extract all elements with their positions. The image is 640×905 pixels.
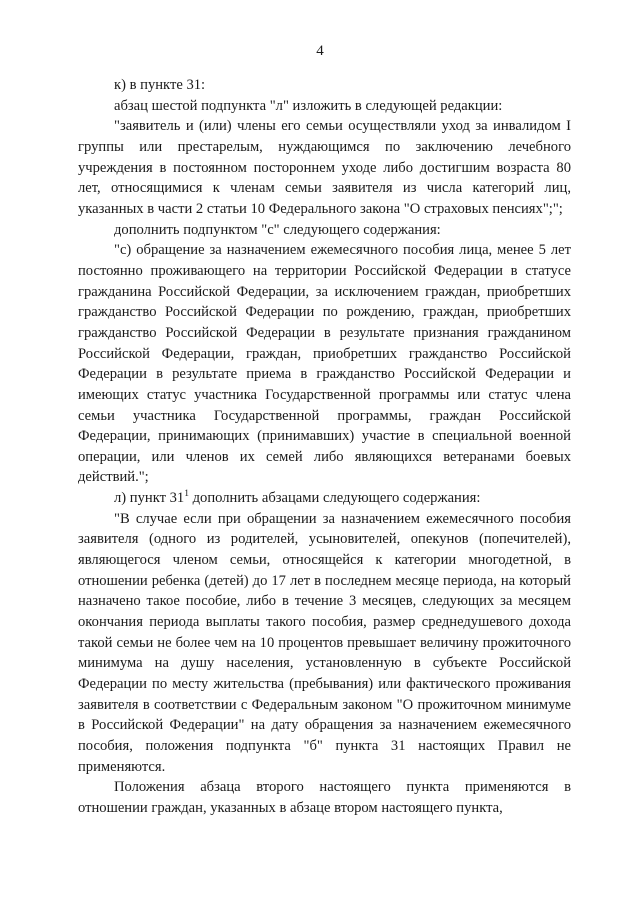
paragraph: дополнить подпунктом "с" следующего содержания: bbox=[114, 221, 441, 238]
page-number: 4 bbox=[316, 43, 324, 59]
paragraph-text-start: л) пункт 31 bbox=[114, 490, 185, 507]
paragraph: "В случае если при обращении за назначением ежемесячного пособия заявителя (одного из родителей, усыновителей, опекунов (попечителей), являющегося членом семьи, относящейся к категории многодетной, в отношении ребенка (детей) до 17 лет в последнем месяце периода, на который назначено такое пособие, либо в течение 3 месяцев, следующих за месяцем окончания периода выплаты такого пособия, размер среднедушевого дохода такой семьи не более чем на 10 процентов превышает величину прожиточного минимума на душу населения, установленную в субъекте Российской Федерации по месту жительства (пребывания) или фактического проживания заявителя в соответствии с Федеральным законом "О прожиточном минимуме в Российской Федерации" на дату обращения за назначением ежемесячного пособия, положения подпункта "б" пункта 31 настоящих Правил не применяются. bbox=[78, 510, 571, 775]
paragraph: Положения абзаца второго настоящего пункта применяются в отношении граждан, указанных в абзаце втором настоящего пункта, bbox=[78, 779, 571, 816]
paragraph: к) в пункте 31: bbox=[114, 77, 206, 93]
superscript: 1 bbox=[184, 489, 189, 500]
document-body bbox=[78, 75, 571, 819]
paragraph: "заявитель и (или) члены его семьи осуществляли уход за инвалидом I группы или престарелым, нуждающимся по заключению лечебного учреждения в постоянном постороннем уходе либо достигшим возраста 80 лет, относящимися к членам семьи заявителя из числа категорий лиц, указанных в части 2 статьи 10 Федерального закона "О страховых пенсиях";"; bbox=[78, 118, 571, 217]
paragraph: абзац шестой подпункта "л" изложить в следующей редакции: bbox=[114, 97, 503, 114]
paragraph: "с) обращение за назначением ежемесячного пособия лица, менее 5 лет постоянно проживающего на территории Российской Федерации в статусе гражданина Российской Федерации, за исключением граждан, приобретших гражданство Российской Федерации по рождению, граждан, приобретших гражданство Российской Федерации в результате признания гражданином Российской Федерации, граждан, приобретших гражданство Российской Федерации в результате приема в гражданство Российской Федерации и имеющих статус участника Государственной программы или статус члена семьи участника Государственной программы, граждан Российской Федерации, принимающих (принимавших) участие в специальной военной операции, или членов их семей либо являющихся ветеранами боевых действий."; bbox=[78, 242, 571, 486]
paragraph-text-end: дополнить абзацами следующего содержания: bbox=[188, 490, 481, 507]
paragraph bbox=[78, 488, 571, 509]
